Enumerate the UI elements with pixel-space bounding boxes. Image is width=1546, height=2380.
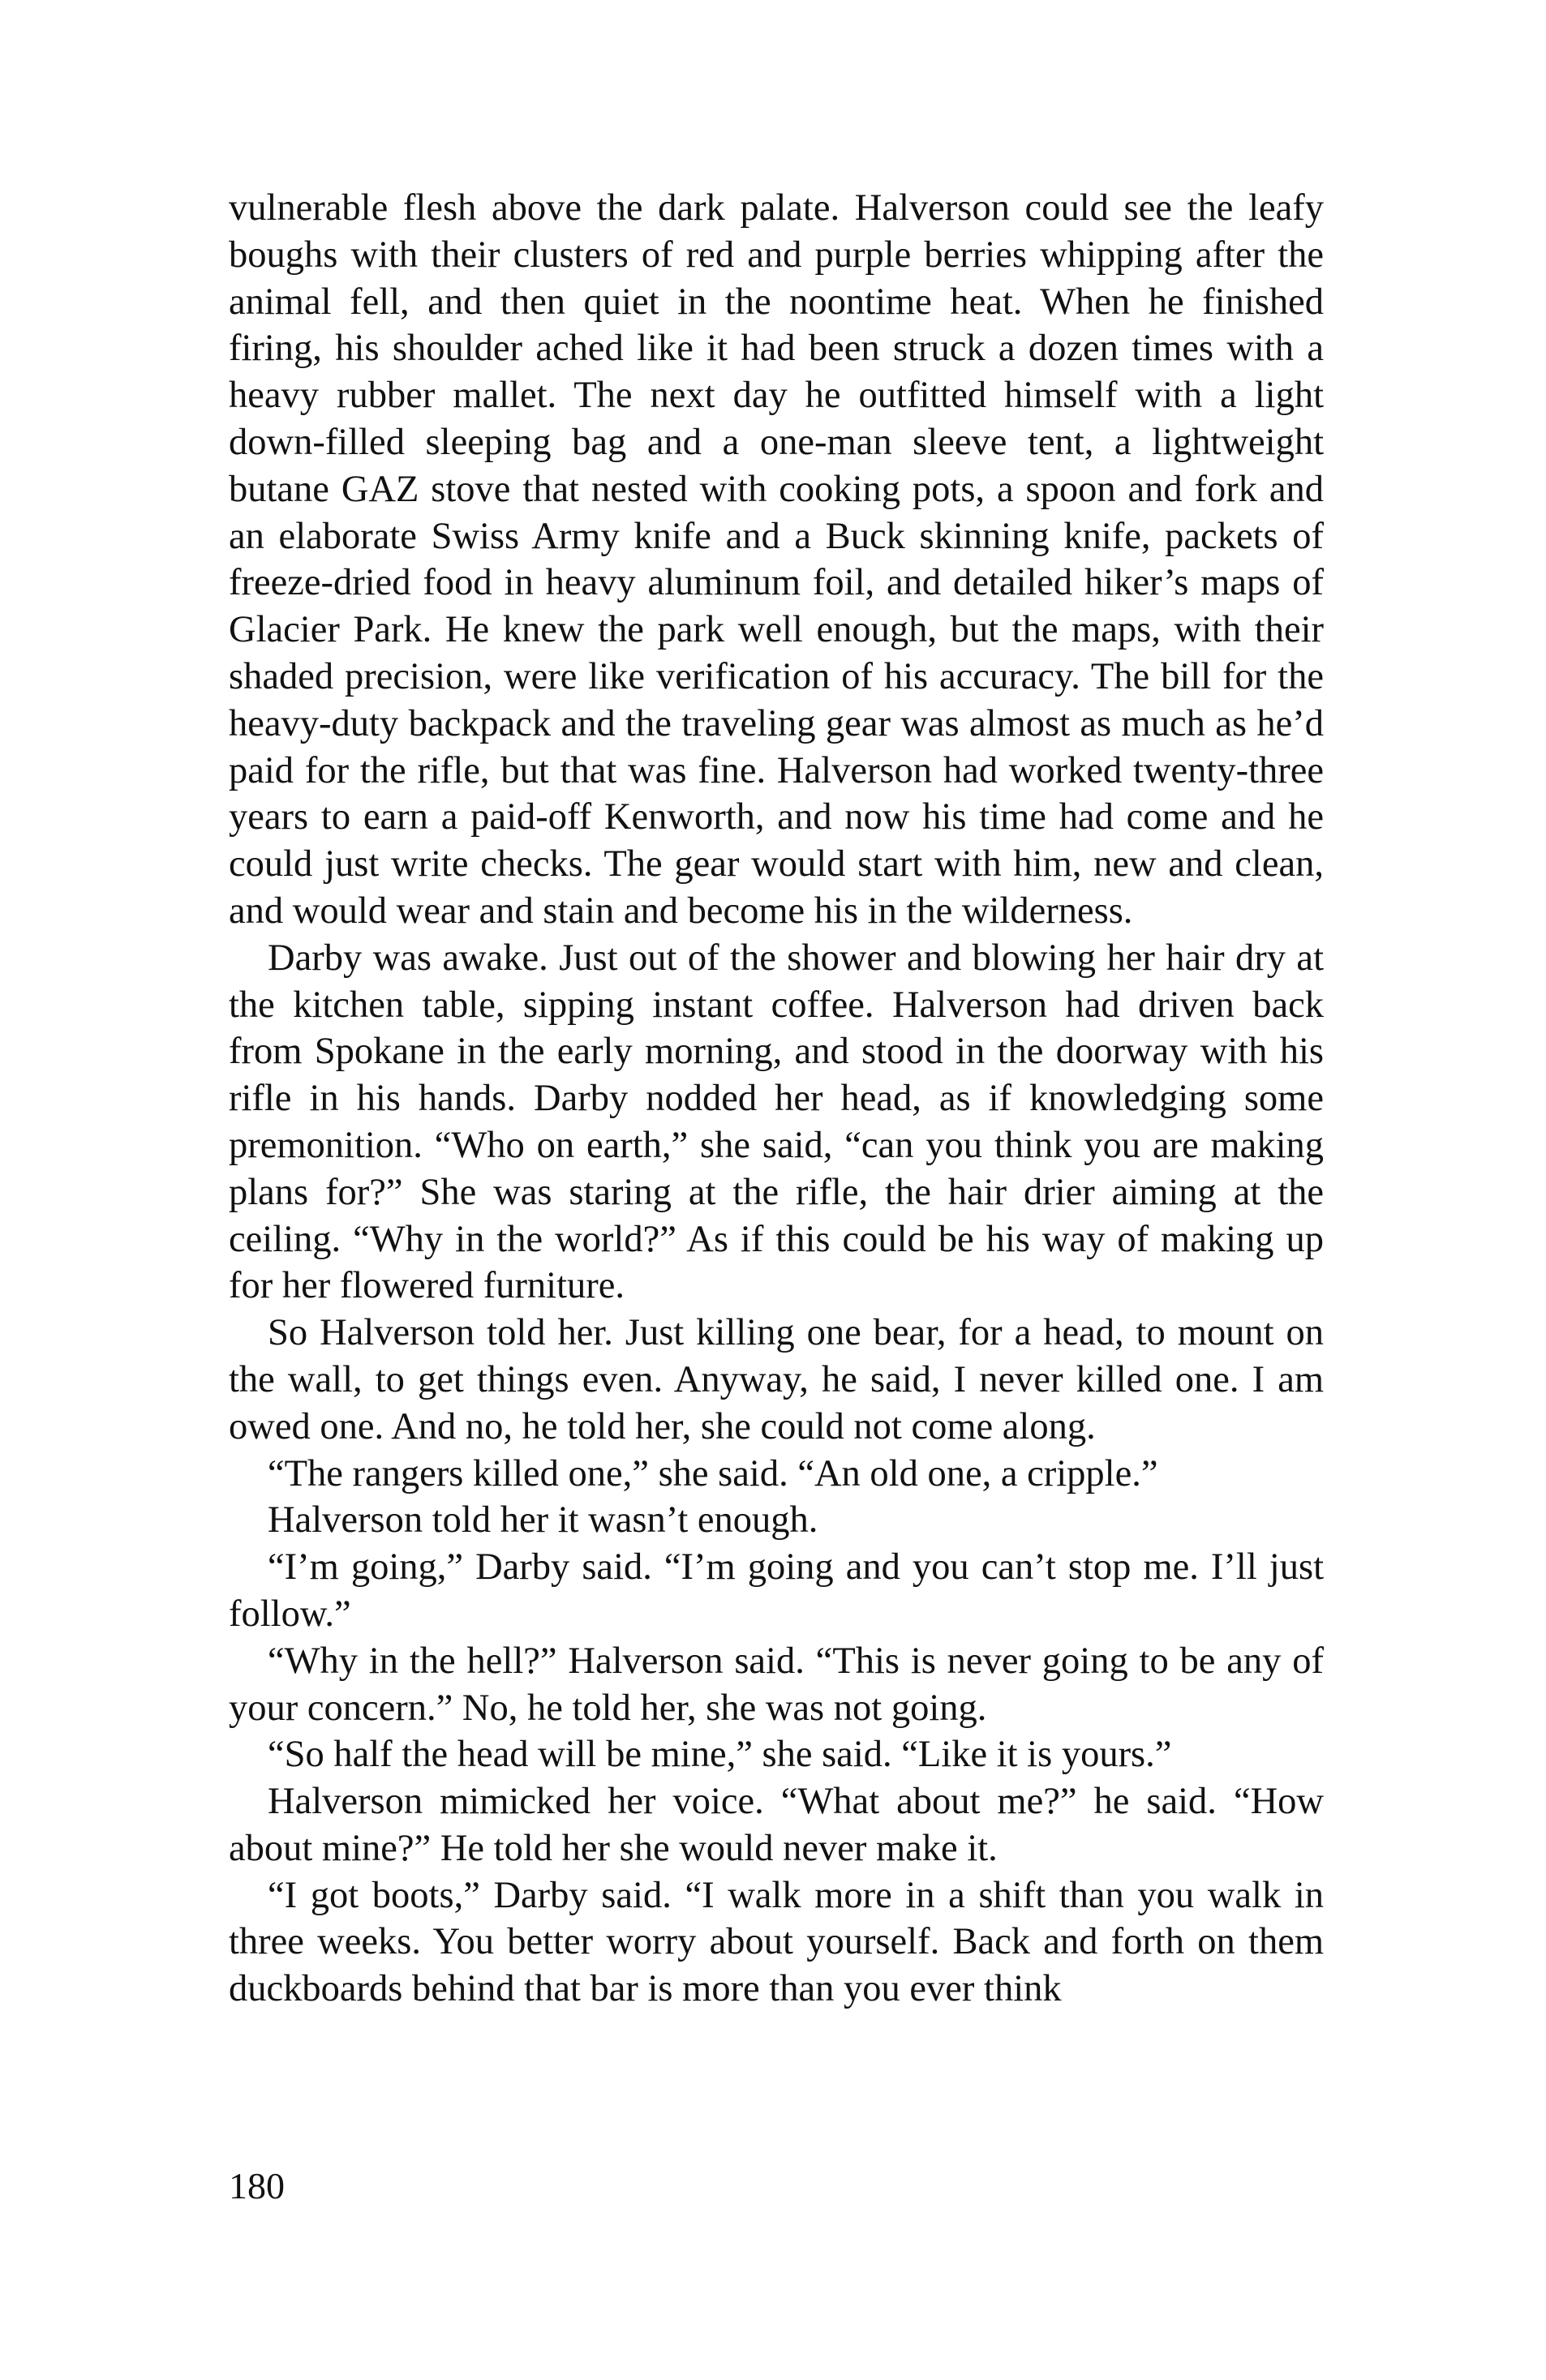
paragraph-4: “The rangers killed one,” she said. “An old one, a cripple.”	[268, 1452, 1158, 1494]
paragraph-5: Halverson told her it wasn’t enough.	[268, 1499, 818, 1542]
paragraph-6: “I’m going,” Darby said. “I’m going and you can’t stop me. I’ll just follow.”	[229, 1546, 1324, 1635]
page-number: 180	[229, 2165, 285, 2206]
page-body	[229, 185, 1324, 2013]
paragraph-10: “I got boots,” Darby said. “I walk more in a shift than you walk in three weeks. You better worry about yourself. Back and forth on them duckboards behind that bar is more than you ever think	[229, 1874, 1324, 2010]
paragraph-1: vulnerable flesh above the dark palate. Halverson could see the leafy boughs with their clusters of red and purple berries whipping after the animal fell, and then quiet in the noontime heat. When he finished firing, his shoulder ached like it had been struck a dozen times with a heavy rubber mallet. The next day he outfitted himself with a light down-filled sleeping bag and a one-man sleeve tent, a lightweight butane GAZ stove that nested with cooking pots, a spoon and fork and an elaborate Swiss Army knife and a Buck skinning knife, packets of freeze-dried food in heavy aluminum foil, and detailed hiker’s maps of Glacier Park. He knew the park well enough, but the maps, with their shaded precision, were like verification of his accuracy. The bill for the heavy-duty backpack and the traveling gear was almost as much as he’d paid for the rifle, but that was fine. Halverson had worked twenty-three years to earn a paid-off Kenworth, and now his time had come and he could just write checks. The gear would start with him, new and clean, and would wear and stain and become his in the wilderness.	[229, 187, 1324, 932]
paragraph-2: Darby was awake. Just out of the shower and blowing her hair dry at the kitchen table, sipping instant coffee. Halverson had driven back from Spokane in the early morning, and stood in the doorway with his rifle in his hands. Darby nodded her head, as if knowledging some premonition. “Who on earth,” she said, “can you think you are making plans for?” She was staring at the rifle, the hair drier aiming at the ceiling. “Why in the world?” As if this could be his way of making up for her flowered furniture.	[229, 937, 1324, 1307]
paragraph-7: “Why in the hell?” Halverson said. “This is never going to be any of your concern.” No, he told her, she was not going.	[229, 1640, 1324, 1729]
paragraph-3: So Halverson told her. Just killing one bear, for a head, to mount on the wall, to get things even. Anyway, he said, I never killed one. I am owed one. And no, he told her, she could not come along.	[229, 1312, 1324, 1447]
paragraph-8: “So half the head will be mine,” she said. “Like it is yours.”	[268, 1734, 1172, 1776]
paragraph-9: Halverson mimicked her voice. “What about me?” he said. “How about mine?” He told her she would never make it.	[229, 1781, 1324, 1869]
